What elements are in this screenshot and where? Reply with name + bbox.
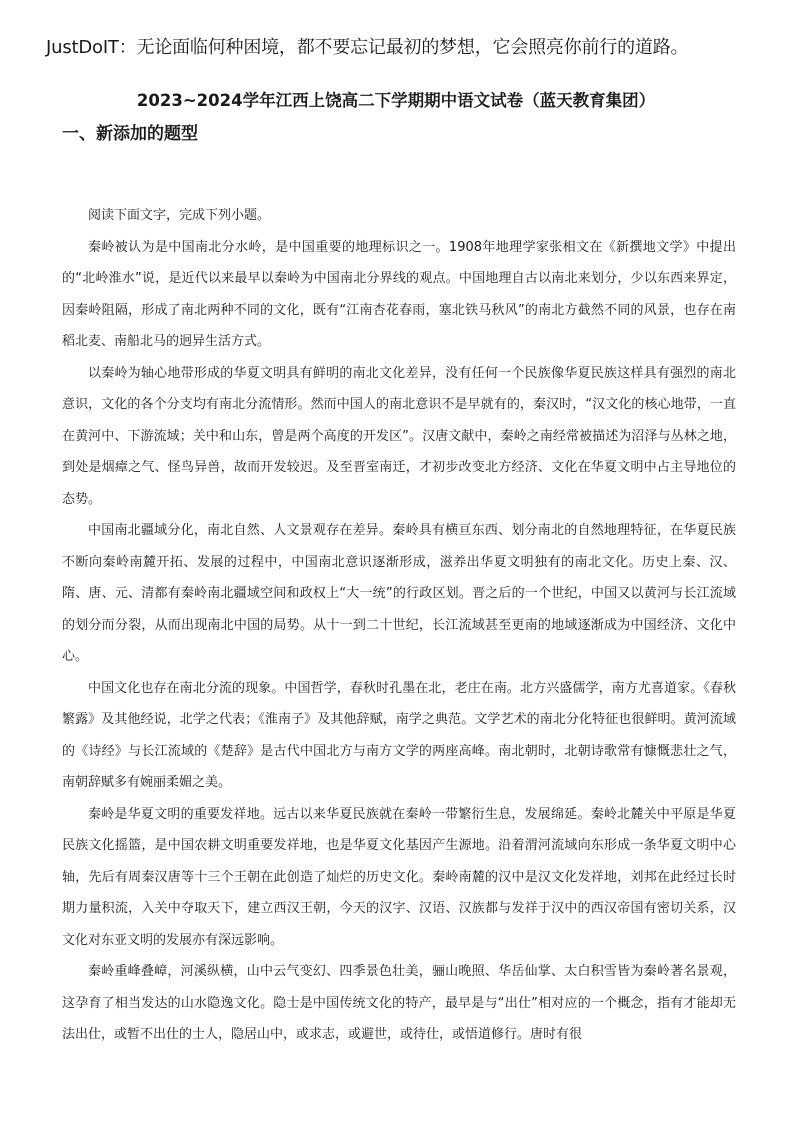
section-heading: 一、新添加的题型 — [62, 124, 198, 144]
passage-paragraph-2: 以秦岭为轴心地带形成的华夏文明具有鲜明的南北文化差异，没有任何一个民族像华夏民族这样具有强烈的南北意识，文化的各个分支均有南北分流情形。然而中国人的南北意识不是早就有的，秦汉时，“汉文化的核心地带，一直在黄河中、下游流域；关中和山东，曾是两个高度的开发区”。汉唐文献中，秦岭之南经常被描述为沼泽与丛林之地，到处是烟瘴之气、怪鸟异兽，故而开发较迟。及至晋室南迁，才初步改变北方经济、文化在华夏文明中占主导地位的态势。 — [62, 365, 736, 507]
document-title: 2023~2024学年江西上饶高二下学期期中语文试卷（蓝天教育集团） — [136, 91, 656, 110]
passage-paragraph-1: 秦岭被认为是中国南北分水岭，是中国重要的地理标识之一。1908年地理学家张相文在《新撰地文学》中提出的“北岭淮水”说，是近代以来最早以秦岭为中国南北分界线的观点。中国地理自古以南北来划分，少以东西来界定，因秦岭阻隔，形成了南北两种不同的文化，既有“江南杏花春雨，塞北铁马秋风”的南北方截然不同的风景，也存在南稻北麦、南船北马的迥异生活方式。 — [62, 239, 736, 349]
passage-paragraph-4: 中国文化也存在南北分流的现象。中国哲学，春秋时孔墨在北，老庄在南。北方兴盛儒学，南方尤喜道家。《春秋繁露》及其他经说，北学之代表；《淮南子》及其他辞赋，南学之典范。文学艺术的南北分化特征也很鲜明。黄河流域的《诗经》与长江流域的《楚辞》是古代中国北方与南方文学的两座高峰。南北朝时，北朝诗歌常有慷慨悲壮之气，南朝辞赋多有婉丽柔媚之美。 — [62, 680, 736, 790]
passage-paragraph-6: 秦岭重峰叠嶂，河溪纵横，山中云气变幻、四季景色壮美，骊山晚照、华岳仙掌、太白积雪皆为秦岭著名景观，这孕育了相当发达的山水隐逸文化。隐士是中国传统文化的特产，最早是与“出仕”相对应的一个概念，指有才能却无法出仕，或暂不出仕的士人，隐居山中，或求志，或避世，或待仕，或悟道修行。唐时有很 — [62, 964, 736, 1042]
page-motto: JustDoIT：无论面临何种困境，都不要忘记最初的梦想，它会照亮你前行的道路。 — [46, 37, 689, 58]
passage-paragraph-3: 中国南北疆域分化，南北自然、人文景观存在差异。秦岭具有横亘东西、划分南北的自然地理特征，在华夏民族不断向秦岭南麓开拓、发展的过程中，中国南北意识逐渐形成，滋养出华夏文明独有的南北文化。历史上秦、汉、隋、唐、元、清都有秦岭南北疆域空间和政权上“大一统”的行政区划。晋之后的一个世纪，中国又以黄河与长江流域的划分而分裂，从而出现南北中国的局势。从十一到二十世纪，长江流域甚至更南的地域逐渐成为中国经济、文化中心。 — [62, 523, 736, 664]
passage-paragraph-5: 秦岭是华夏文明的重要发祥地。远古以来华夏民族就在秦岭一带繁衍生息，发展绵延。秦岭北麓关中平原是华夏民族文化摇篮，是中国农耕文明重要发祥地，也是华夏文化基因产生源地。沿着渭河流域向东形成一条华夏文明中心轴，先后有周秦汉唐等十三个王朝在此创造了灿烂的历史文化。秦岭南麓的汉中是汉文化发祥地，刘邦在此经过长时期力量积流，入关中夺取天下，建立西汉王朝，今天的汉字、汉语、汉族都与发祥于汉中的西汉帝国有密切关系，汉文化对东亚文明的发展亦有深远影响。 — [62, 806, 736, 948]
reading-passage — [62, 200, 736, 1051]
instruction-text: 阅读下面文字，完成下列小题。 — [88, 208, 271, 223]
